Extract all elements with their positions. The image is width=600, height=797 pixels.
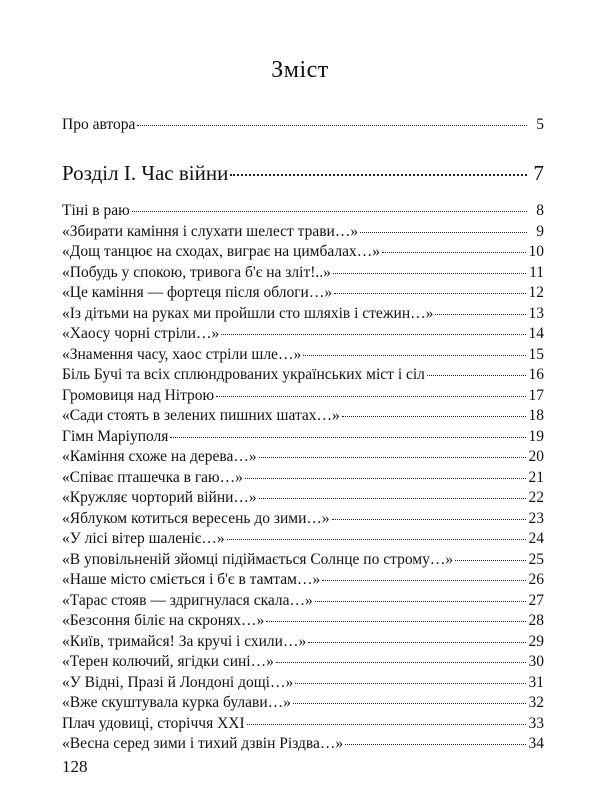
- toc-entry: [62, 488, 544, 508]
- toc-entry-page: 22: [528, 489, 544, 506]
- toc-entry: [62, 529, 544, 549]
- dot-leader: [293, 702, 526, 704]
- toc-entry-label: «Яблуком котиться вересень до зими…»: [62, 509, 330, 527]
- page-title: Зміст: [271, 57, 329, 83]
- dot-leader: [455, 559, 525, 561]
- toc-entry: [62, 673, 544, 693]
- toc-entry-label: Плач удовиці, сторіччя XXI: [62, 714, 245, 732]
- toc-entry-label: «Кружляє чорторий війни…»: [62, 489, 257, 506]
- toc-entry: [62, 345, 544, 365]
- toc-entry: [62, 263, 544, 283]
- toc-entry: [62, 734, 544, 754]
- toc-entry-page: 29: [528, 632, 544, 650]
- toc-entry: [62, 447, 544, 467]
- toc-entry-page: 17: [528, 386, 544, 404]
- toc-entry-label: Про автора: [62, 116, 136, 133]
- toc-entry-page: 32: [528, 694, 544, 711]
- dot-leader: [227, 538, 526, 540]
- toc-entry: [62, 714, 544, 734]
- toc-entry-page: 11: [529, 263, 544, 281]
- toc-entry-label: «Наше місто сміється і б'є в тамтам…»: [62, 571, 321, 588]
- dot-leader: [230, 173, 527, 176]
- dot-leader: [259, 497, 526, 499]
- toc-entry-label: «Хаосу чорні стріли…»: [62, 325, 220, 342]
- toc-entry-page: 5: [536, 116, 544, 133]
- dot-leader: [266, 620, 525, 622]
- toc-entry: [62, 365, 544, 385]
- toc-entry-page: 34: [528, 735, 544, 752]
- toc-entry-page: 33: [528, 714, 544, 732]
- toc-entry-page: 27: [528, 591, 544, 609]
- toc-entry-label: «У Відні, Празі й Лондоні дощі…»: [62, 673, 294, 691]
- toc-entry: [62, 283, 544, 303]
- toc-entry-label: «У лісі вітер шаленіє…»: [62, 530, 225, 547]
- toc-entry-label: «Вже скуштувала курка булави…»: [62, 694, 291, 711]
- toc-entry: [62, 591, 544, 611]
- toc-entry: [62, 611, 544, 631]
- toc-entry-label: «Терен колючий, ягідки сині…»: [62, 653, 274, 670]
- toc-entry-label: «Каміння схоже на дерева…»: [62, 448, 257, 465]
- dot-leader: [334, 292, 525, 294]
- dot-leader: [221, 333, 525, 335]
- dot-leader: [332, 518, 526, 520]
- toc-entry-page: 10: [528, 243, 544, 260]
- dot-leader: [333, 272, 526, 274]
- toc-entry-page: 16: [528, 366, 544, 383]
- toc-section-page: 7: [533, 161, 544, 185]
- dot-leader: [216, 395, 525, 397]
- dot-leader: [295, 682, 525, 684]
- toc-entry: [62, 468, 544, 488]
- toc-entry-label: «Тарас стояв — здригнулася скала…»: [62, 591, 313, 609]
- toc-entry: [62, 222, 544, 242]
- dot-leader: [276, 661, 526, 663]
- toc-entry-label: «Збирати каміння і слухати шелест трави…»: [62, 222, 359, 240]
- toc-entry-page: 19: [528, 427, 544, 445]
- toc-entry-page: 26: [528, 571, 544, 588]
- toc-entry-label: «Сади стоять в зелених пишних шатах…»: [62, 407, 340, 424]
- toc-entry: [62, 386, 544, 406]
- toc-entry: [62, 652, 544, 672]
- dot-leader: [247, 723, 526, 725]
- toc-entry: [62, 509, 544, 529]
- toc-entry: [62, 201, 544, 221]
- toc-entry-page: 23: [528, 509, 544, 527]
- toc-entry: [62, 324, 544, 344]
- dot-leader: [315, 600, 526, 602]
- toc-entry-page: 14: [528, 325, 544, 342]
- dot-leader: [132, 210, 527, 212]
- footer-page-number: 128: [62, 757, 88, 776]
- dot-leader: [322, 579, 525, 581]
- dot-leader: [360, 231, 527, 233]
- dot-leader: [170, 436, 525, 438]
- toc-entry-page: 24: [528, 530, 544, 547]
- toc-entry-label: «Це каміння — фортеця після облоги…»: [62, 284, 333, 301]
- toc-entry: [62, 570, 544, 590]
- toc-entry-label: «Київ, тримайся! За кручі і схили…»: [62, 632, 307, 650]
- dot-leader: [427, 374, 526, 376]
- toc-entry-label: «Дощ танцює на сходах, виграє на цимбалах…»: [62, 243, 380, 260]
- toc-section-label: Розділ I. Час війни: [62, 161, 229, 185]
- dot-leader: [303, 354, 525, 356]
- dot-leader: [382, 251, 526, 253]
- toc-entry-page: 31: [528, 673, 544, 691]
- toc-entry-page: 18: [528, 407, 544, 424]
- toc-entry-label: «Весна серед зими і тихий дзвін Різдва…»: [62, 735, 344, 752]
- dot-leader: [308, 641, 525, 643]
- dot-leader: [342, 415, 526, 417]
- dot-leader: [435, 313, 525, 315]
- toc-entry: [62, 550, 544, 570]
- toc-entry-label: Гімн Маріуполя: [62, 427, 169, 445]
- toc-entry-page: 12: [528, 284, 544, 301]
- dot-leader: [259, 456, 526, 458]
- dot-leader: [345, 743, 525, 745]
- toc-entry-page: 30: [528, 653, 544, 670]
- toc-entry: [62, 304, 544, 324]
- toc-entry-label: «Знамення часу, хаос стріли шле…»: [62, 345, 302, 363]
- toc-entry: [62, 406, 544, 426]
- toc-entry-page: 25: [528, 550, 544, 568]
- toc-entry-page: 9: [536, 222, 544, 240]
- toc-entry-label: «Співає пташечка в гаю…»: [62, 468, 243, 486]
- toc-entry-page: 28: [528, 612, 544, 629]
- toc-entry-label: «Побудь у спокою, тривога б'є на зліт!..»: [62, 263, 331, 281]
- toc-entry-page: 20: [528, 448, 544, 465]
- toc-entry-label: «Із дітьми на руках ми пройшли сто шляхів і стежин…»: [62, 304, 434, 322]
- toc-entry: [62, 242, 544, 262]
- toc-entry: [62, 632, 544, 652]
- toc-section-heading: [62, 160, 544, 186]
- toc-entry-page: 13: [528, 304, 544, 322]
- dot-leader: [245, 477, 526, 479]
- toc-entry: [62, 427, 544, 447]
- toc-entry-page: 15: [528, 345, 544, 363]
- dot-leader: [137, 124, 527, 126]
- toc-entry-page: 21: [528, 468, 544, 486]
- toc-entry-page: 8: [536, 202, 544, 219]
- toc-entry-label: Тіні в раю: [62, 202, 130, 219]
- toc-entry-label: «В уповільненій зйомці підіймається Солнце по строму…»: [62, 550, 454, 568]
- toc-entry-about: [62, 115, 544, 135]
- toc-entry-label: Біль Бучі та всіх сплюндрованих українських міст і сіл: [62, 366, 425, 383]
- toc-entry: [62, 693, 544, 713]
- toc-entry-label: «Безсоння біліє на скронях…»: [62, 612, 265, 629]
- toc-entry-label: Громовиця над Нітрою: [62, 386, 215, 404]
